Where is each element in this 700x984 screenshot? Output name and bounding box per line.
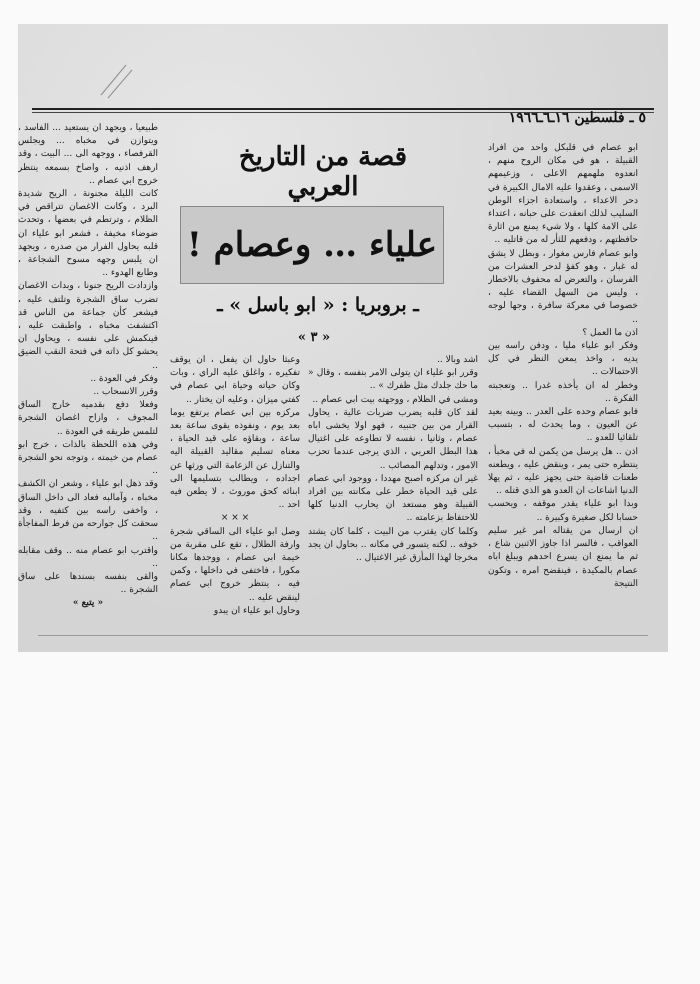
column-right [488,142,638,650]
paragraph: اذن .. هل يرسل من يكمن له في مخبأ ، ينتظره حتى يمر ، وينقض عليه ، ويطعنه طعنات قاضية حتى يجهز عليه ، ثم يهلا الدنيا اشاعات ان العدو هو الذي قتله .. [488,446,638,497]
column-left [18,122,158,650]
paragraph: وعبثا حاول ان يفعل ، ان يوقف تفكيره ، واغلق عليه الراي ، وبات وكان حياته وحياة ابي عصام في كفتي ميزان ، وعليه ان يختار .. [170,355,300,405]
paragraph: وحاول ابو علياء ان يبدو [213,605,300,616]
paragraph: ان ارسال من يقتاله امر غير سليم العواقب ، فالسر اذا جاوز الاثنين شاع ، ثم ما يمنع ان يسرع احدهم ويبلغ اباه عصام بالمكيدة ، فينقضح امره ، وتكون النتيجة [488,525,638,589]
paragraph: وابو عصام فارس مغوار ، وبطل لا يشق له غبار ، وهو كفؤ لدحر العشرات من الفرسان ، والتعرض له محفوف بالاخطار ، وليس من السهل القضاء عليه ، خصوصا في معركة سافرة ، وجها لوجه .. [488,248,638,325]
article-byline: ـ بروبريا : « ابو باسل » ـ [217,294,419,316]
paragraph: وبدا ابو علياء يقدر موقفه ، ويحسب حسابا لكل صغيرة وكبيرة .. [488,499,638,523]
paragraph: كانت الليلة مجنونة ، الريح شديدة البرد ، وكانت الاغصان تتراقص في الظلام ، وترتطم في بعضها ، وتحدث ضوضاء مخيفة ، فشعر ابو علياء ان قلبه يحاول الفرار من صدره ، ويجهد ان يلبس وجهه مسوح الشجاعة ، وطابع الهدوء .. [18,189,158,279]
continued-note: « يتبع » [72,598,104,609]
paragraph: ابو عصام في قلبكل واحد من افراد القبيلة ، هو في مكان الروح منهم ، انعدوه ملهمهم الاعلى ، وزعيمهم الاسمى ، وعقدوا عليه الامال الكبيرة في دحر الاعداء ، واستعادة اجزاء الوطن السليب لذلك انعقدت على حبانه ، اعتداء على الامة كلها ، ولا شيء يمنع من اثارة حافظتهم ، ودفعهم للثأر له من قاتليه .. [488,143,638,246]
paragraph: وقرر ابو علياء ان يتولى الامر بنفسه ، وقال « ما حك جلدك مثل ظفرك » .. [308,368,478,392]
dateline: ٥ ـ فلسطين ١٦ـ٦ـ١٩٦٦ [508,110,646,126]
paragraph: وقد ذهل ابو علياء ، وشعر ان الكشف مخباه ، وآمالبه فعاد الى داخل الساق ، واخفى راسه بين كتفيه ، وقد سحقت كل جوارحه من فرط المفاجأة .. [18,479,158,543]
paragraph: غير ان مركزه اصبح مهددا ، ووجود ابي عصام على قيد الحياة خطر على مكانته بين افراد القبيلة وهو مستعد ان يحارب الدنيا كلها للاحتفاظ بزعامته .. [308,473,478,524]
bottom-strip [38,635,648,650]
paragraph: فابو عصام وحده على العدر .. وبينه بعيد عن العيون ، وما يحدث له ، بتسبب تلقائيا للعدو .. [488,407,638,444]
paragraph: وصل ابو علياء الى الساقي شجرة وارفة الظلال ، تقع على مقربة من خيمة ابي عصام ، ووجدها مكانا مكورا ، فاختفى في داخلها ، وكمن فيه ، ينتظر خروج ابي عصام لينقض عليه .. [170,526,300,603]
paragraph: لقد كان قلبه يضرب ضربات عالية ، يحاول القرار من بين جنبيه ، فهو اولا يخشى اباه عصام ، وثانيا ، نفسه لا تطاوعه على اغتيال هذا البطل العربي ، الذي يرجى عندما تحزب الامور ، وتدلهم المصائب .. [308,407,478,471]
paragraph: وفعلا دفع بقدميه خارج الساق المجوف ، وازاح اغصان الشجرة لتلمس طريقه في العودة .. [18,400,158,437]
paragraph: طبيعيا ، ويجهد ان يستعيد ... الفاسد ، ويتوازن في مخباه ... ويجلس القرفصاء ، ووجهه الى ... البيت ، وقد ارهف اذنيه ، واصاخ بسمعه ينتظر خروج ابي عصام .. [18,123,158,186]
column-mid-left [170,354,300,650]
paragraph: ومشى في الظلام ، ووجهته بيت ابي عصام .. [312,394,478,405]
paragraph: اشد وبالا .. [437,355,478,365]
paragraph: وكلما كان يقترب من البيت ، كلما كان يشتد خوفه .. لكنه يتسور في مكانه .. بحاول ان يجد مخرجا لهذا المأزق غير الاغتيال .. [308,526,478,564]
article-headline: علياء … وعصام ! [186,225,438,265]
paragraph: وازدادت الريح جنونا ، وبدات الاغصان تضرب ساق الشجرة وتلتف عليه ، فيشعر كأن جماعة من الناس قد اكتشفت مخباه ، واطبقت عليه ، فينكمش على نفسه ، ويحاول ان يحشو كل ذاته في فتحة النقب الضيق .. [18,281,158,371]
paragraph: وفكر في العودة .. [90,373,158,384]
paragraph: وقرر الانسحاب .. [93,387,158,398]
paragraph: والقى بنفسه بسندها على ساق الشجرة .. [18,571,158,596]
scratch-mark [96,60,136,100]
column-mid-right [308,354,478,650]
paragraph: واقترب ابو عصام منه .. وقف مقابله .. [18,545,158,569]
article-series-title: قصة من التاريخ العربي [238,142,408,202]
headline-box [180,206,444,284]
paragraph: وفكر ابو علياء مليا ، ودفن راسه بين يديه ، واخذ يمعن النظر في كل الاحتمالات .. [488,341,638,378]
newspaper-clipping [18,24,668,652]
paragraph: مركزه بين ابي عصام يرتفع يوما بعد يوم ، ونفوذه يقوى ساعة بعد ساعة ، وبقاؤه على قيد الحياة ، معناه تسليم مقاليد القبيلة اليه والتنازل عن الزعامة التي ورثها عن اجداده ، ويطالب بتسليمها الى ابنائه كحق موروث ، لا يطعن فيه احد .. [170,407,300,511]
paragraph: وخطر له ان يأخذه غدرا .. وتعجبته الفكرة .. [488,380,638,404]
part-number: « ٣ » [297,330,331,345]
paragraph: وفي هذه اللحظة بالذات ، خرج ابو عصام من خيمته ، وتوجه نحو الشجرة .. [18,439,158,477]
paragraph: اذن ما العمل ؟ [582,327,638,338]
section-separator: × × × [220,513,250,524]
